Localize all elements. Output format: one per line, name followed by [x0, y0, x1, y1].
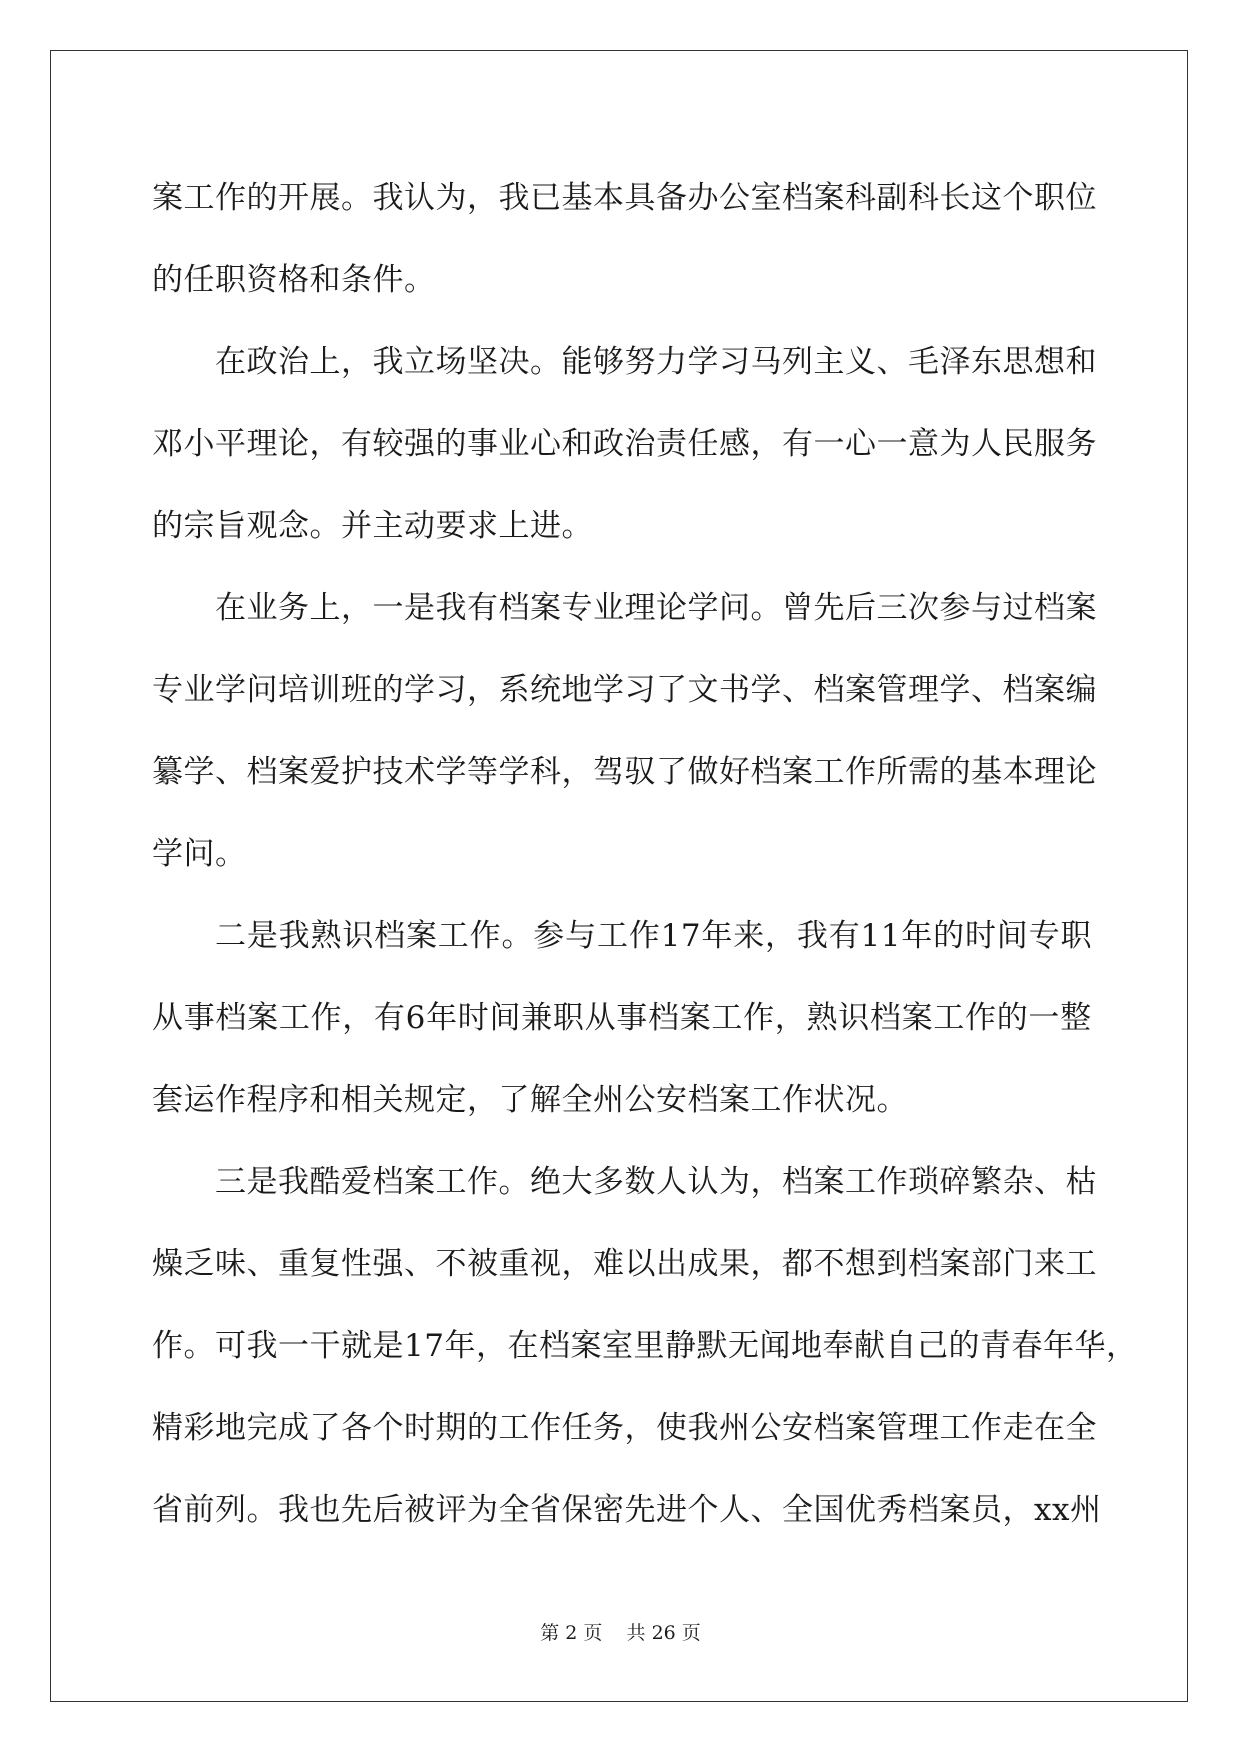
text-line: 省 前 列 。 我 也 先 后 被 评 为 全 省 保 密 先 进 个 人 、 全 国 优 秀 档 案 员 ， xx 州 — [152, 1492, 1102, 1528]
text-line: 作 。 可 我 一 干 就 是 17 年 ， 在 档 案 室 里 静 默 无 闻 地 奉 献 自 己 的 青 春 年 华 ， — [152, 1328, 1138, 1364]
document-body — [152, 157, 1138, 1551]
text-line: 纂 学 、 档 案 爱 护 技 术 学 等 学 科 ， 驾 驭 了 做 好 档 案 工 作 所 需 的 基 本 理 论 — [152, 754, 1097, 790]
text-line: 燥 乏 味 、 重 复 性 强 、 不 被 重 视 ， 难 以 出 成 果 ， 都 不 想 到 档 案 部 门 来 工 — [152, 1246, 1097, 1282]
text-line: 在 业 务 上 ， 一 是 我 有 档 案 专 业 理 论 学 问 。 曾 先 后 三 次 参 与 过 档 案 — [215, 590, 1097, 626]
text-line: 三 是 我 酷 爱 档 案 工 作 。 绝 大 多 数 人 认 为 ， 档 案 工 作 琐 碎 繁 杂 、 枯 — [215, 1164, 1097, 1200]
text-line: 套运作程序和相关规定，了解全州公安档案工作状况。 — [152, 1082, 908, 1118]
text-line: 的宗旨观念。并主动要求上进。 — [152, 508, 593, 544]
text-line: 二 是 我 熟 识 档 案 工 作 。 参 与 工 作 17 年 来 ， 我 有 11 年 的 时 间 专 职 — [215, 918, 1092, 954]
text-line: 邓 小 平 理 论 ， 有 较 强 的 事 业 心 和 政 治 责 任 感 ， 有 一 心 一 意 为 人 民 服 务 — [152, 426, 1097, 462]
text-line: 案 工 作 的 开 展 。 我 认 为 ， 我 已 基 本 具 备 办 公 室 档 案 科 副 科 长 这 个 职 位 — [152, 180, 1097, 216]
text-line: 在 政 治 上 ， 我 立 场 坚 决 。 能 够 努 力 学 习 马 列 主 义 、 毛 泽 东 思 想 和 — [215, 344, 1097, 380]
text-line: 专 业 学 问 培 训 班 的 学 习 ， 系 统 地 学 习 了 文 书 学 、 档 案 管 理 学 、 档 案 编 — [152, 672, 1097, 708]
page-footer: 第 2 页 共 26 页 — [540, 1622, 701, 1644]
text-line: 学问。 — [152, 836, 247, 872]
text-line: 从 事 档 案 工 作 ， 有 6 年 时 间 兼 职 从 事 档 案 工 作 ， 熟 识 档 案 工 作 的 一 整 — [152, 1000, 1092, 1036]
text-line: 的任职资格和条件。 — [152, 262, 436, 298]
text-line: 精 彩 地 完 成 了 各 个 时 期 的 工 作 任 务 ， 使 我 州 公 安 档 案 管 理 工 作 走 在 全 — [152, 1410, 1097, 1446]
